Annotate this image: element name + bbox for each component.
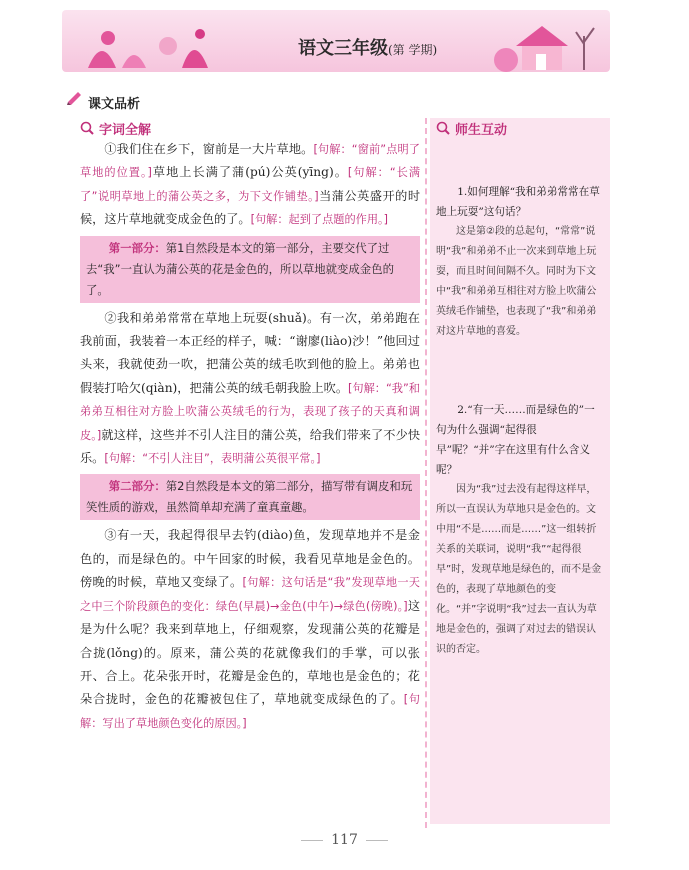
left-heading-text: 字词全解 [99, 122, 152, 138]
question-1: 1.如何理解“我和弟弟常常在草地上玩耍”这句话？ [436, 186, 600, 218]
p3-text: ③有一天，我起得很早去钓(diào)鱼，发现草地并不是金色的，而是绿色的。中午回家的时候，我看见草地是金色的。傍晚的时候，草地又变绿了。 [80, 528, 420, 590]
p2-note-1: [句解：“我”和弟弟互相往对方脸上吹蒲公英绒毛的行为，表现了孩子的天真和调皮。] [80, 381, 420, 442]
part-2-summary [80, 474, 420, 520]
section-label: 课文品析 [88, 97, 141, 112]
main-column [80, 118, 420, 735]
page-number [0, 832, 689, 848]
paragraph-3 [80, 524, 420, 735]
house-decoration-icon [492, 16, 604, 72]
p1-note-3: [句解：起到了点题的作用。] [250, 213, 389, 227]
question-2: 2.“有一天……而是绿色的”一句为什么强调“起得很早”呢？“并”字在这里有什么含义呢？ [436, 404, 595, 476]
magnifier-icon [436, 121, 450, 135]
part-2-label: 第二部分： [108, 479, 166, 494]
p2-text: ②我和弟弟常常在草地上玩耍(shuǎ)。有一次，弟弟跑在我前面，我装着一本正经的样子，喊：“谢廖(liào)沙！”他回过头来，我就使劲一吹，把蒲公英的绒毛吹到他的脸上。弟弟也假装打哈欠(qiàn)，把蒲公英的绒毛朝我脸上吹。 [80, 310, 420, 395]
page-number-rule-right [366, 840, 388, 841]
p1-text-2: 草地上长满了蒲(pú)公英(yīng)。 [151, 165, 348, 180]
pencil-icon [66, 88, 84, 106]
header-grade-text: (第 学期) [388, 43, 438, 57]
paragraph-2 [80, 307, 420, 471]
right-heading-text: 师生互动 [455, 122, 508, 138]
part-1-label: 第一部分： [108, 240, 166, 255]
sidebar-panel [430, 118, 610, 824]
paragraph-1 [80, 138, 420, 232]
p3-note-1: [句解：这句话是“我”发现草地一天之中三个阶段颜色的变化：绿色(早晨)→金色(中午)→绿色(傍晚)。] [80, 576, 420, 613]
part-1-text: 第1自然段是本文的第一部分，主要交代了过去“我”一直认为蒲公英的花是金色的，所以草地就变成金色的了。 [86, 240, 394, 297]
answer-2: 因为“我”过去没有起得这样早，所以一直误认为草地只是金色的。文中用“不是……而是……”这一组转折关系的关联词，说明“我”“起得很早”时，发现草地是绿色的，而不是金色的，表现了草地颜色的变化。“并”字说明“我”过去一直认为草地是金色的，强调了对过去的错误认识的否定。 [436, 484, 602, 655]
column-divider [425, 118, 427, 828]
header-title [298, 34, 437, 60]
p3-text-2: 这是为什么呢？我来到草地上，仔细观察，发现蒲公英的花瓣是合拢(lǒng)的。原来，蒲公英的花就像我们的手掌，可以张开、合上。花朵张开时，花瓣是金色的，草地也是金色的；花朵合拢时，金色的花瓣被包住了，草地就变成绿色的了。 [80, 598, 421, 707]
p1-text: ①我们住在乡下，窗前是一大片草地。 [104, 142, 314, 156]
part-1-summary [80, 236, 420, 303]
p3-note-2: [句解：写出了草地颜色变化的原因。] [80, 693, 420, 730]
page-number-text: 117 [331, 832, 358, 848]
p1-note-1: [句解：“窗前”点明了草地的位置。] [80, 143, 420, 180]
p1-note-2: [句解：“长满了”说明草地上的蒲公英之多，为下文作铺垫。] [80, 166, 421, 203]
left-heading [80, 118, 420, 138]
header-title-text: 语文三年级 [298, 38, 388, 59]
answer-1: 这是第②段的总起句，“常常”说明“我”和弟弟不止一次来到草地上玩耍，而且时间间隔不久。同时为下文中“我”和弟弟互相往对方脸上吹蒲公英绒毛作铺垫，也表现了“我”和弟弟对这片草地的喜爱。 [436, 226, 597, 337]
right-heading [430, 118, 610, 138]
p2-note-2: [句解：“不引人注目”，表明蒲公英很平常。] [104, 452, 321, 466]
page-number-rule-left [301, 840, 323, 841]
magnifier-icon [80, 121, 94, 135]
page-header-banner [62, 10, 610, 72]
part-2-text: 第2自然段是本文的第二部分，描写带有调皮和玩笑性质的游戏，虽然简单却充满了童真童趣。 [86, 479, 413, 515]
flower-decoration-icon [82, 24, 222, 70]
p1-text-3: 当蒲公英盛开的时候，这片草地就变成金色的了。 [80, 188, 421, 227]
p2-text-2: 就这样，这些并不引人注目的蒲公英，给我们带来了不少快乐。 [80, 427, 421, 466]
